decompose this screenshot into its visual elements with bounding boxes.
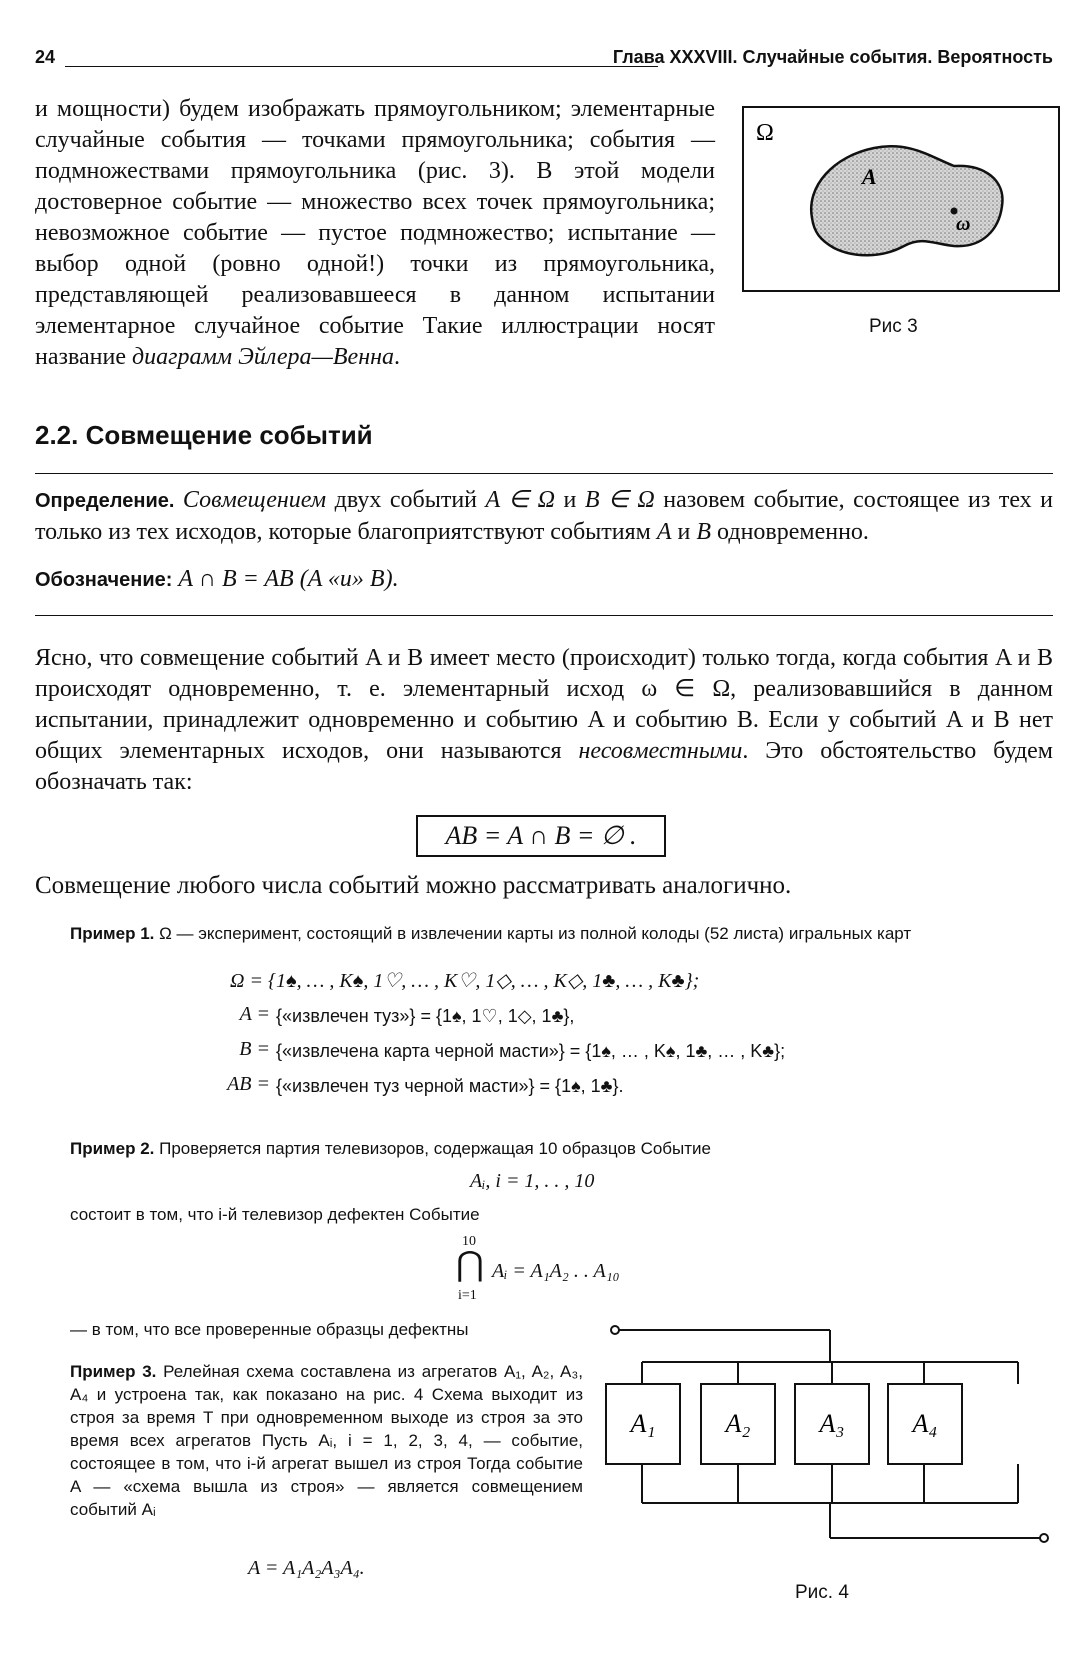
intro-text: и мощности) будем изображать прямоугольником; элементарные случайные события — точками прямоугольника; события — подмножествами прямоугольника (рис. 3). В этой модели достоверное событие — множество всех точек прямоугольника; невозможное событие — пустое подмножество; испытание — выбор одной (ровно одной!) точки из прямоугольника, представляющей реализовавшееся в данном испытании элементарное случайное событие Такие иллюстрации носят название — [35, 96, 715, 370]
block-a1-label: A₁ — [630, 1409, 656, 1438]
product-expression: Aᵢ = A₁A₂ . . A₁₀ — [492, 1260, 620, 1282]
example-3-text: Релейная схема составлена из агрегатов A₁, A₂, A₃, A₄ и устроена так, как показано на рис. 4 Схема выходит из строя за время T при одновременном выходе из строя за это время всех агрегатов Пусть Aᵢ, i = 1, 2, 3, 4, — событие, состоящее в том, что i-й агрегат вышел из строя Тогда событие A — «схема вышла из строя» — является совмещением событий Aᵢ — [70, 1362, 584, 1519]
omega-label: Ω — [756, 120, 774, 146]
example-2-text-3: — в том, что все проверенные образцы дефектны — [70, 1320, 469, 1339]
example-2-label: Пример 2. — [70, 1139, 155, 1158]
example-1-formula-3-lhs: B = — [239, 1038, 270, 1060]
definition-expr-a: A ∈ Ω — [485, 487, 555, 513]
example-1-formula-3-rhs: {«извлечена карта черной масти»} = {1♠, … , K♠, 1♣, … , K♣}; — [276, 1041, 786, 1061]
definition — [35, 485, 1053, 548]
example-2-text-2: состоит в том, что i-й телевизор дефектен Событие — [70, 1205, 480, 1224]
definition-text-b: и — [554, 487, 585, 513]
definition-label: Определение. — [35, 490, 175, 512]
notation-formula: A ∩ B = AB (A «и» B). — [178, 566, 399, 592]
paragraph-2-part2: . Это обстоятельство будем обозначать так: — [35, 738, 1053, 795]
block-a2-label: A₂ — [725, 1409, 751, 1438]
product-lower-limit: i=1 — [458, 1288, 477, 1303]
definition-term: Совмещением — [182, 487, 327, 513]
page-number: 24 — [35, 47, 56, 67]
figure-4-caption: Рис. 4 — [795, 1582, 849, 1603]
rule-top — [35, 473, 1053, 474]
example-1-formula-4-lhs: AB = — [227, 1073, 270, 1095]
example-1-formula-2-lhs: A = — [239, 1003, 270, 1025]
example-3 — [70, 1360, 583, 1521]
example-1-text: Ω — эксперимент, состоящий в извлечении карты из полной колоды (52 листа) игральных карт — [154, 924, 912, 943]
paragraph-2 — [35, 643, 1053, 798]
example-3-formula: A = A₁A₂A₃A₄. — [248, 1557, 365, 1579]
boxed-formula: AB = A ∩ B = ∅ . — [416, 815, 666, 857]
paragraph-2-term: несовместными — [578, 738, 743, 764]
intro-paragraph — [35, 94, 715, 373]
intro-end: . — [394, 344, 401, 370]
definition-text-d: и — [671, 519, 697, 545]
chapter-title: Глава XXXVIII. Случайные события. Вероятность — [612, 47, 1053, 67]
venn-diagram — [744, 108, 1058, 290]
paragraph-2-part1: Ясно, что совмещение событий A и B имеет место (происходит) только тогда, когда события A и B происходят одновременно, т. е. элементарный исход ω ∈ Ω, реализовавшийся в данном испытании, принадлежит одновременно и событию A и событию B. Если у событий A и B нет общих элементарных исходов, они называются — [35, 645, 1053, 764]
example-2-formula-1: Aᵢ, i = 1, . . , 10 — [470, 1170, 595, 1192]
page-header — [35, 45, 1053, 75]
set-a-region — [811, 146, 1002, 255]
example-1-formula-4-rhs: {«извлечен туз черной масти»} = {1♠, 1♣}. — [276, 1076, 624, 1096]
definition-text-a: двух событий — [326, 487, 486, 513]
definition-text-c: назовем событие, состоящее из тех и только из тех исходов, которые благоприятствуют событиям — [35, 487, 1053, 545]
example-1-label: Пример 1. — [70, 924, 155, 943]
product-symbol: ⋂ — [456, 1246, 484, 1283]
definition-var-a: A — [656, 519, 672, 545]
header-rule — [65, 66, 658, 67]
set-a-label: A — [862, 164, 877, 189]
paragraph-3: Совмещение любого числа событий можно рассматривать аналогично. — [35, 872, 792, 899]
intro-term: диаграмм Эйлера—Венна — [131, 344, 395, 370]
figure-3-caption: Рис 3 — [869, 316, 918, 337]
example-2 — [70, 1137, 711, 1160]
definition-expr-b: B ∈ Ω — [584, 487, 655, 513]
product-upper-limit: 10 — [462, 1234, 476, 1249]
figure-3 — [742, 106, 1060, 292]
point-omega-label: ω — [956, 213, 971, 235]
definition-text-e: одновременно. — [711, 519, 869, 545]
example-1 — [70, 922, 1053, 945]
figure-4-circuit — [600, 1320, 1060, 1570]
block-a3-label: A₃ — [819, 1409, 845, 1438]
block-a4-label: A₄ — [912, 1409, 938, 1438]
example-1-formula-1: Ω = {1♠, … , K♠, 1♡, … , K♡, 1◇, … , K◇, 1♣, … , K♣}; — [230, 970, 700, 992]
example-3-label: Пример 3. — [70, 1362, 157, 1381]
example-1-formula-2-rhs: {«извлечен туз»} = {1♠, 1♡, 1◇, 1♣}, — [276, 1006, 575, 1026]
example-2-text: Проверяется партия телевизоров, содержащая 10 образцов Событие — [154, 1139, 712, 1158]
definition-var-b: B — [696, 519, 712, 545]
section-title: 2.2. Совмещение событий — [35, 420, 373, 450]
rule-bottom — [35, 615, 1053, 616]
notation-label: Обозначение: — [35, 569, 173, 591]
notation — [35, 566, 399, 593]
